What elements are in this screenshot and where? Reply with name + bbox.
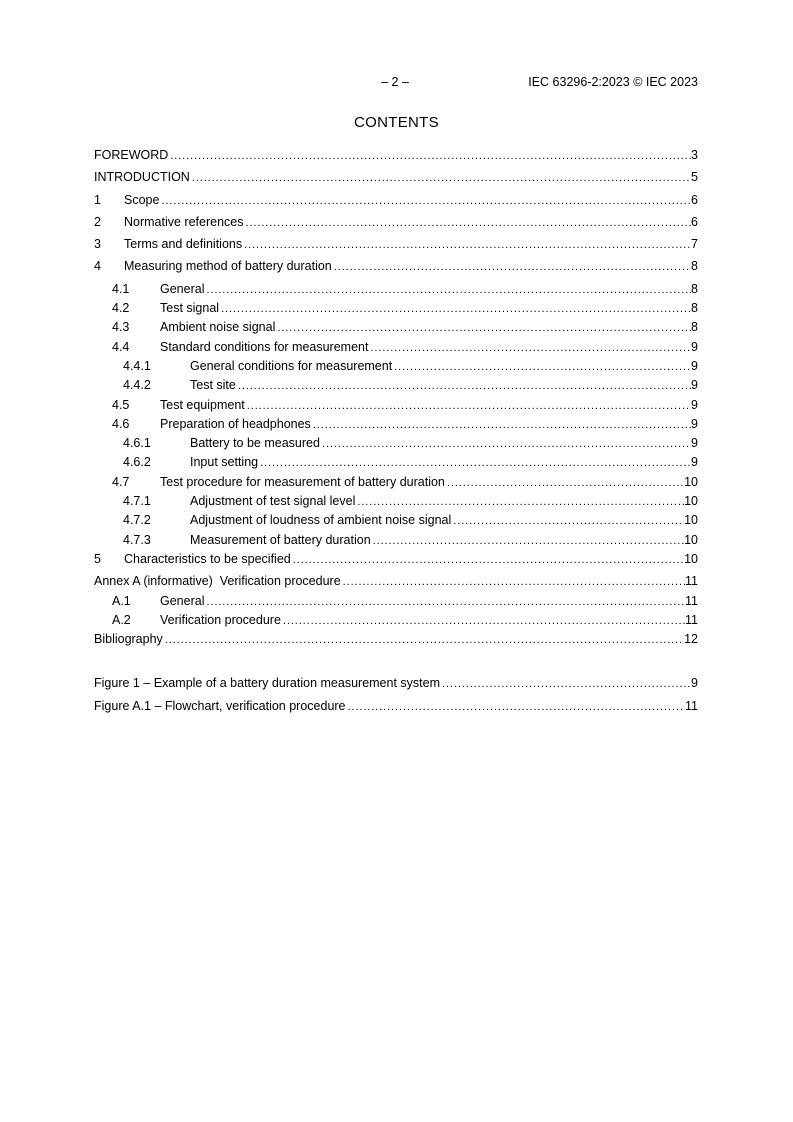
toc-page: 9: [691, 339, 698, 354]
toc-leader: [205, 593, 685, 612]
toc-leader: [169, 147, 691, 166]
toc-page: 10: [684, 551, 698, 566]
toc-leader: [191, 169, 691, 188]
toc-number: 4.2: [112, 301, 130, 316]
toc-page: 8: [691, 259, 698, 274]
toc-entry-4-7-1[interactable]: [94, 492, 698, 511]
toc-page: 9: [691, 358, 698, 373]
toc-label: Test signal: [160, 301, 220, 316]
toc-page: 10: [684, 513, 698, 528]
toc-page: 10: [684, 532, 698, 547]
toc-label: Characteristics to be specified: [124, 551, 291, 566]
toc-leader: [164, 631, 684, 650]
toc-page: 11: [685, 574, 698, 589]
figure-entry-1[interactable]: [94, 674, 698, 693]
toc-leader: [393, 358, 691, 377]
toc-number: 4.3: [112, 320, 130, 335]
toc-number: 2: [94, 214, 101, 229]
toc-leader: [356, 493, 684, 512]
toc-page: 9: [691, 416, 698, 431]
toc-leader: [321, 435, 691, 454]
toc-label: Scope: [124, 192, 160, 207]
toc-entry-4-5[interactable]: [94, 396, 698, 415]
toc-leader: [312, 416, 691, 435]
toc-entry-annex-a[interactable]: [94, 572, 698, 591]
toc-entry-4-4-1[interactable]: [94, 357, 698, 376]
toc-page: 8: [691, 301, 698, 316]
page-number: – 2 –: [381, 75, 409, 89]
toc-number: 4.7.2: [123, 513, 151, 528]
toc-number: 4.4: [112, 339, 130, 354]
toc-page: 11: [685, 593, 698, 608]
toc-number: 4.4.2: [123, 378, 151, 393]
toc-entry-a-1[interactable]: [94, 592, 698, 611]
toc-page: 9: [691, 397, 698, 412]
toc-leader: [347, 698, 686, 717]
toc-entry-characteristics[interactable]: [94, 550, 698, 569]
toc-entry-4-6-2[interactable]: [94, 453, 698, 472]
toc-page: 8: [691, 281, 698, 296]
toc-label: Test site: [190, 378, 236, 393]
toc-entry-terms-definitions[interactable]: [94, 235, 698, 254]
toc-page: 9: [691, 455, 698, 470]
toc-entry-bibliography[interactable]: [94, 630, 698, 649]
toc-number: 4.1: [112, 281, 130, 296]
toc-label: Standard conditions for measurement: [160, 339, 369, 354]
toc-label: Terms and definitions: [124, 237, 243, 252]
toc-label: Test procedure for measurement of battery duration: [160, 474, 445, 489]
toc-label: INTRODUCTION: [94, 170, 190, 185]
toc-label: Annex A (informative) Verification procedure: [94, 574, 341, 589]
toc-label: Measuring method of battery duration: [124, 259, 332, 274]
toc-number: 4.6.2: [123, 455, 151, 470]
contents-title: CONTENTS: [354, 114, 439, 131]
toc-page: 9: [691, 378, 698, 393]
figure-label: Figure A.1 – Flowchart, verification procedure: [94, 698, 346, 713]
toc-leader: [372, 532, 684, 551]
toc-label: Preparation of headphones: [160, 416, 311, 431]
toc-leader: [446, 474, 684, 493]
toc-number: 3: [94, 237, 101, 252]
toc-leader: [205, 281, 691, 300]
toc-page: 7: [691, 237, 698, 252]
figure-label: Figure 1 – Example of a battery duration measurement system: [94, 676, 440, 691]
toc-number: 5: [94, 551, 101, 566]
toc-label: General: [160, 281, 205, 296]
toc-page: 9: [691, 436, 698, 451]
toc-page: 11: [685, 612, 698, 627]
toc-label: Adjustment of loudness of ambient noise signal: [190, 513, 452, 528]
toc-leader: [276, 319, 691, 338]
toc-page: 10: [684, 474, 698, 489]
toc-leader: [441, 675, 691, 694]
figure-page: 9: [691, 676, 698, 691]
toc-entry-normative-references[interactable]: [94, 213, 698, 232]
table-of-contents: [94, 146, 698, 716]
toc-entry-4-7-2[interactable]: [94, 511, 698, 530]
toc-entry-introduction[interactable]: [94, 168, 698, 187]
toc-number: 4.7: [112, 474, 130, 489]
toc-leader: [292, 551, 684, 570]
toc-page: 5: [691, 170, 698, 185]
toc-leader: [237, 377, 691, 396]
toc-leader: [220, 300, 691, 319]
toc-leader: [259, 454, 691, 473]
toc-number: 4.4.1: [123, 358, 151, 373]
toc-label: General: [160, 593, 205, 608]
toc-entry-scope[interactable]: [94, 191, 698, 210]
toc-leader: [452, 512, 684, 531]
toc-number: 4.7.1: [123, 494, 151, 509]
toc-entry-a-2[interactable]: [94, 611, 698, 630]
toc-number: 4.7.3: [123, 532, 151, 547]
toc-label: Adjustment of test signal level: [190, 494, 356, 509]
toc-page: 10: [684, 494, 698, 509]
toc-label: Test equipment: [160, 397, 245, 412]
toc-entry-4-2[interactable]: [94, 299, 698, 318]
toc-page: 6: [691, 192, 698, 207]
toc-label: Bibliography: [94, 632, 163, 647]
toc-label: FOREWORD: [94, 148, 169, 162]
toc-page: 6: [691, 214, 698, 229]
toc-page: 3: [691, 148, 698, 162]
toc-number: A.1: [112, 593, 131, 608]
toc-label: Verification procedure: [160, 612, 281, 627]
toc-number: 4: [94, 259, 101, 274]
toc-label: Battery to be measured: [190, 436, 320, 451]
toc-leader: [243, 236, 691, 255]
document-id: IEC 63296-2:2023 © IEC 2023: [528, 75, 698, 89]
figure-page: 11: [685, 698, 698, 713]
toc-number: 1: [94, 192, 101, 207]
toc-leader: [369, 339, 691, 358]
toc-leader: [333, 258, 691, 277]
toc-entry-4-4-2[interactable]: [94, 376, 698, 395]
toc-label: Ambient noise signal: [160, 320, 276, 335]
toc-page: 8: [691, 320, 698, 335]
toc-label: Measurement of battery duration: [190, 532, 371, 547]
toc-leader: [245, 214, 692, 233]
toc-entry-4-7-3[interactable]: [94, 531, 698, 550]
toc-entry-4-6-1[interactable]: [94, 434, 698, 453]
toc-entry-4-1[interactable]: [94, 280, 698, 299]
toc-label: Input setting: [190, 455, 259, 470]
toc-entry-4-3[interactable]: [94, 318, 698, 337]
toc-number: A.2: [112, 612, 131, 627]
toc-number: 4.5: [112, 397, 130, 412]
toc-entry-4-4[interactable]: [94, 338, 698, 357]
toc-label: General conditions for measurement: [190, 358, 393, 373]
toc-entry-4-6[interactable]: [94, 415, 698, 434]
figure-entry-a-1[interactable]: [94, 697, 698, 716]
toc-entry-4-7[interactable]: [94, 473, 698, 492]
page-header: [0, 75, 793, 93]
toc-page: 12: [684, 632, 698, 647]
toc-entry-foreword[interactable]: [94, 146, 698, 165]
toc-leader: [246, 397, 691, 416]
toc-leader: [342, 573, 685, 592]
toc-leader: [282, 612, 685, 631]
toc-leader: [160, 192, 691, 211]
toc-entry-measuring-method[interactable]: [94, 257, 698, 276]
toc-label: Normative references: [124, 214, 244, 229]
toc-number: 4.6.1: [123, 436, 151, 451]
toc-number: 4.6: [112, 416, 130, 431]
